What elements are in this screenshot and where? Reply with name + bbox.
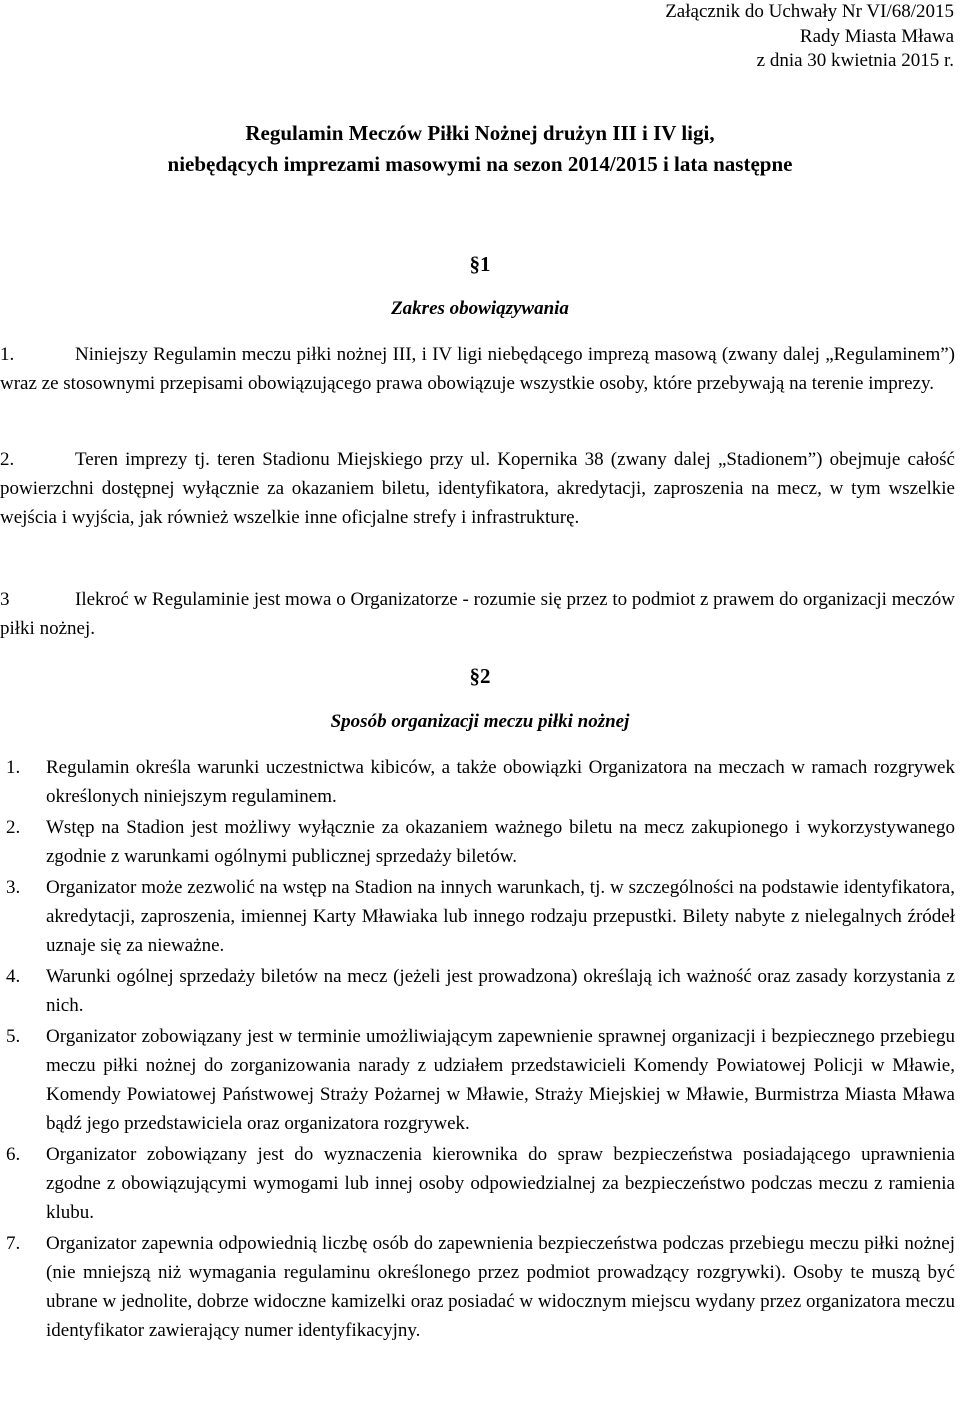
paragraph-text: Ilekroć w Regulaminie jest mowa o Organizatorze - rozumie się przez to podmiot z prawem do organizacji meczów piłki nożnej. xyxy=(0,589,955,639)
title-line-1: Regulamin Meczów Piłki Nożnej drużyn III i IV ligi, xyxy=(245,121,715,145)
list-item-text: Organizator zapewnia odpowiednią liczbę osób do zapewnienia bezpieczeństwa podczas przebiegu meczu piłki nożnej (nie mniejszą niż wymagania regulaminu określonego przez podmiot prowadzący rozgrywki). Osoby te muszą być ubrane w jednolite, dobrze widoczne kamizelki oraz posiadać w widocznym miejscu wydany przez organizatora meczu identyfikator zawierający numer identyfikacyjny. xyxy=(46,1233,955,1341)
list-item-number: 6. xyxy=(6,1144,21,1165)
paragraph-number: 3 xyxy=(0,589,10,610)
list-item xyxy=(0,1140,955,1227)
list-item-text: Organizator zobowiązany jest w terminie umożliwiającym zapewnienie sprawnej organizacji i bezpiecznego przebiegu meczu piłki nożnej do zorganizowania narady z udziałem przedstawicieli Komendy Powiatowej Policji w Mławie, Komendy Powiatowej Państwowej Straży Pożarnej w Mławie, Straży Miejskiej w Mławie, Burmistrza Miasta Mława bądź jego przedstawiciela oraz organizatora rozgrywek. xyxy=(46,1026,955,1134)
list-item-number: 2. xyxy=(6,817,21,838)
list-item xyxy=(0,813,955,871)
section-2-list xyxy=(0,753,955,1347)
section-1-heading: Zakres obowiązywania xyxy=(391,298,569,319)
paragraph-text: Teren imprezy tj. teren Stadionu Miejskiego przy ul. Kopernika 38 (zwany dalej „Stadionem”) obejmuje całość powierzchni dostępnej wyłącznie za okazaniem biletu, identyfikatora, akredytacji, zaproszenia na mecz, w tym wszelkie wejścia i wyjścia, jak również wszelkie inne oficjalne strefy i infrastrukturę. xyxy=(0,449,955,528)
list-item-text: Organizator zobowiązany jest do wyznaczenia kierownika do spraw bezpieczeństwa posiadającego uprawnienia zgodne z obowiązującymi wymogami lub innej osoby odpowiedzialnej za bezpieczeństwo podczas meczu z ramienia klubu. xyxy=(46,1144,955,1223)
list-item-text: Warunki ogólnej sprzedaży biletów na mecz (jeżeli jest prowadzona) określają ich ważność oraz zasady korzystania z nich. xyxy=(46,966,955,1016)
list-item-number: 4. xyxy=(6,966,21,987)
annex-line-1: Załącznik do Uchwały Nr VI/68/2015 xyxy=(665,1,954,22)
section-1-paragraph-3 xyxy=(0,585,955,643)
list-item-text: Regulamin określa warunki uczestnictwa kibiców, a także obowiązki Organizatora na meczach w ramach rozgrywek określonych niniejszym regulaminem. xyxy=(46,757,955,807)
section-1-sign: §1 xyxy=(469,252,491,276)
section-1-paragraph-2 xyxy=(0,445,955,532)
annex-line-3: z dnia 30 kwietnia 2015 r. xyxy=(756,50,954,71)
section-1-paragraph-1 xyxy=(0,340,955,398)
annex-header xyxy=(665,0,954,74)
document-title xyxy=(0,118,960,180)
list-item xyxy=(0,1229,955,1345)
paragraph-number: 2. xyxy=(0,449,15,470)
list-item-number: 5. xyxy=(6,1026,21,1047)
title-line-2: niebędących imprezami masowymi na sezon 2014/2015 i lata następne xyxy=(167,152,793,176)
list-item xyxy=(0,873,955,960)
list-item xyxy=(0,962,955,1020)
list-item xyxy=(0,1022,955,1138)
paragraph-text: Niniejszy Regulamin meczu piłki nożnej III, i IV ligi niebędącego imprezą masową (zwany dalej „Regulaminem”) wraz ze stosownymi przepisami obowiązującego prawa obowiązuje wszystkie osoby, które przebywają na terenie imprezy. xyxy=(0,344,955,394)
list-item-number: 7. xyxy=(6,1233,21,1254)
list-item-text: Organizator może zezwolić na wstęp na Stadion na innych warunkach, tj. w szczególności na podstawie identyfikatora, akredytacji, zaproszenia, imiennej Karty Mławiaka lub innego rodzaju przepustki. Bilety nabyte z nielegalnych źródeł uznaje się za nieważne. xyxy=(46,877,955,956)
list-item-text: Wstęp na Stadion jest możliwy wyłącznie za okazaniem ważnego biletu na mecz zakupionego i wykorzystywanego zgodnie z warunkami ogólnymi publicznej sprzedaży biletów. xyxy=(46,817,955,867)
paragraph-number: 1. xyxy=(0,344,15,365)
list-item-number: 1. xyxy=(6,757,21,778)
list-item xyxy=(0,753,955,811)
annex-line-2: Rady Miasta Mława xyxy=(799,25,954,47)
section-2-sign: §2 xyxy=(469,664,491,688)
list-item-number: 3. xyxy=(6,877,21,898)
section-2-heading: Sposób organizacji meczu piłki nożnej xyxy=(330,711,630,732)
